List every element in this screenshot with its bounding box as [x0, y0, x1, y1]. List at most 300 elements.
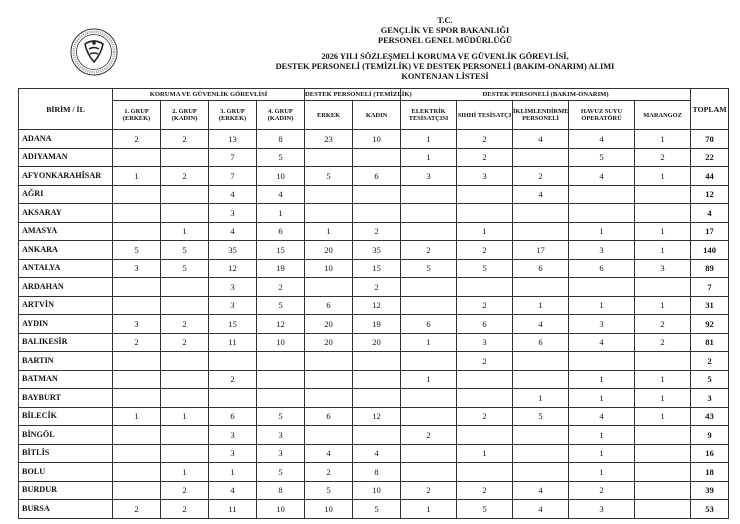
province-cell: BİTLİS	[19, 444, 113, 463]
quota-cell: 2	[401, 241, 457, 260]
document-title-line2: DESTEK PERSONELİ (TEMİZLİK) VE DESTEK PERSONELİ (BAKIM-ONARIM) ALIMI	[275, 62, 615, 71]
quota-cell: 5	[305, 481, 353, 500]
quota-cell: 8	[353, 463, 401, 482]
quota-cell: 19	[353, 315, 401, 334]
quota-cell: 2	[353, 222, 401, 241]
quota-cell: 1	[401, 500, 457, 519]
document-title-line1: 2026 YILI SÖZLEŞMELİ KORUMA VE GÜVENLİK GÖREVLİSİ,	[321, 52, 569, 61]
province-cell: BURSA	[19, 500, 113, 519]
col-header: 1. GRUP (ERKEK)	[113, 101, 161, 130]
quota-cell: 5	[113, 241, 161, 260]
province-cell: BARTIN	[19, 352, 113, 371]
quota-cell: 6	[457, 315, 513, 334]
quota-cell: 2	[457, 352, 513, 371]
total-cell: 4	[691, 204, 729, 223]
quota-cell: 2	[457, 130, 513, 149]
quota-cell	[305, 389, 353, 408]
quota-cell	[305, 370, 353, 389]
quota-cell: 3	[113, 259, 161, 278]
quota-cell	[113, 185, 161, 204]
quota-cell: 6	[513, 333, 569, 352]
quota-cell	[401, 185, 457, 204]
quota-cell: 3	[209, 426, 257, 445]
total-cell: 31	[691, 296, 729, 315]
quota-cell: 10	[257, 167, 305, 186]
quota-cell: 2	[161, 481, 209, 500]
quota-cell	[161, 389, 209, 408]
total-cell: 16	[691, 444, 729, 463]
toplam-header: TOPLAM	[691, 89, 729, 130]
province-cell: BALIKESİR	[19, 333, 113, 352]
quota-cell: 4	[305, 444, 353, 463]
quota-cell	[161, 204, 209, 223]
quota-cell: 4	[513, 185, 569, 204]
quota-cell	[113, 204, 161, 223]
total-cell: 89	[691, 259, 729, 278]
quota-cell	[401, 278, 457, 297]
quota-cell: 1	[209, 463, 257, 482]
table-row	[19, 259, 729, 278]
quota-cell: 4	[209, 481, 257, 500]
quota-cell	[209, 389, 257, 408]
quota-cell: 10	[353, 130, 401, 149]
total-cell: 140	[691, 241, 729, 260]
quota-cell: 1	[635, 241, 691, 260]
total-cell: 22	[691, 148, 729, 167]
quota-cell: 10	[305, 259, 353, 278]
quota-cell	[113, 389, 161, 408]
quota-cell	[401, 204, 457, 223]
quota-cell: 5	[513, 407, 569, 426]
quota-cell: 10	[305, 500, 353, 519]
table-row	[19, 352, 729, 371]
quota-cell: 3	[257, 426, 305, 445]
province-cell: ADANA	[19, 130, 113, 149]
quota-cell: 5	[257, 407, 305, 426]
quota-cell: 3	[569, 241, 635, 260]
table-row	[19, 296, 729, 315]
total-cell: 39	[691, 481, 729, 500]
quota-table-body	[19, 130, 729, 519]
quota-cell: 1	[635, 370, 691, 389]
col-header: ERKEK	[305, 101, 353, 130]
total-cell: 53	[691, 500, 729, 519]
quota-cell: 35	[353, 241, 401, 260]
quota-cell: 2	[635, 315, 691, 334]
quota-cell: 3	[209, 204, 257, 223]
quota-cell	[635, 352, 691, 371]
quota-cell: 12	[209, 259, 257, 278]
quota-cell: 3	[457, 333, 513, 352]
quota-cell: 2	[161, 500, 209, 519]
table-row	[19, 185, 729, 204]
quota-cell: 2	[161, 333, 209, 352]
quota-cell: 3	[209, 278, 257, 297]
quota-cell	[353, 185, 401, 204]
quota-cell	[513, 204, 569, 223]
quota-cell: 12	[257, 315, 305, 334]
quota-cell	[513, 444, 569, 463]
document-header	[150, 16, 740, 82]
quota-cell	[513, 352, 569, 371]
total-cell: 44	[691, 167, 729, 186]
quota-cell	[113, 222, 161, 241]
quota-cell: 2	[257, 278, 305, 297]
quota-cell	[457, 185, 513, 204]
header-ministry: GENÇLİK VE SPOR BAKANLIĞI	[380, 26, 510, 35]
quota-cell	[635, 463, 691, 482]
quota-cell: 11	[209, 500, 257, 519]
quota-cell	[113, 481, 161, 500]
quota-cell: 1	[569, 370, 635, 389]
quota-cell	[257, 389, 305, 408]
quota-cell: 1	[401, 333, 457, 352]
quota-cell: 3	[209, 296, 257, 315]
quota-cell: 15	[257, 241, 305, 260]
quota-cell: 17	[513, 241, 569, 260]
quota-cell: 12	[353, 407, 401, 426]
province-cell: BOLU	[19, 463, 113, 482]
quota-cell	[513, 222, 569, 241]
table-row	[19, 370, 729, 389]
quota-cell: 1	[161, 463, 209, 482]
quota-cell: 1	[161, 407, 209, 426]
quota-cell	[569, 204, 635, 223]
quota-cell	[305, 426, 353, 445]
quota-cell: 3	[457, 167, 513, 186]
province-cell: AFYONKARAHİSAR	[19, 167, 113, 186]
quota-cell	[161, 352, 209, 371]
quota-cell: 15	[209, 315, 257, 334]
quota-cell	[569, 185, 635, 204]
quota-cell	[209, 352, 257, 371]
quota-cell: 2	[569, 481, 635, 500]
table-row	[19, 333, 729, 352]
quota-cell: 2	[113, 130, 161, 149]
quota-cell: 1	[457, 444, 513, 463]
quota-cell	[635, 278, 691, 297]
quota-cell: 1	[257, 204, 305, 223]
quota-cell	[569, 352, 635, 371]
quota-cell	[457, 204, 513, 223]
header-tc: T.C.	[437, 16, 453, 25]
quota-cell	[353, 370, 401, 389]
col-header: MARANGOZ	[635, 101, 691, 130]
province-cell: ARTVİN	[19, 296, 113, 315]
quota-cell	[161, 148, 209, 167]
quota-cell	[113, 278, 161, 297]
quota-cell: 4	[569, 130, 635, 149]
quota-cell: 1	[635, 407, 691, 426]
quota-cell: 1	[513, 389, 569, 408]
quota-cell: 7	[209, 148, 257, 167]
table-row	[19, 389, 729, 408]
quota-cell: 6	[569, 259, 635, 278]
quota-cell: 20	[305, 333, 353, 352]
quota-cell: 4	[569, 407, 635, 426]
quota-cell	[113, 370, 161, 389]
quota-cell: 1	[569, 463, 635, 482]
quota-cell: 5	[457, 259, 513, 278]
quota-cell	[161, 370, 209, 389]
quota-cell	[457, 463, 513, 482]
quota-cell	[113, 148, 161, 167]
quota-cell: 6	[401, 315, 457, 334]
quota-cell: 7	[209, 167, 257, 186]
quota-cell	[401, 389, 457, 408]
quota-cell	[569, 278, 635, 297]
quota-cell	[113, 352, 161, 371]
quota-cell: 1	[457, 222, 513, 241]
quota-cell: 1	[569, 444, 635, 463]
col-header: HAVUZ SUYU OPERATÖRÜ	[569, 101, 635, 130]
document-title-line3: KONTENJAN LİSTESİ	[401, 72, 489, 81]
table-row	[19, 315, 729, 334]
total-cell: 2	[691, 352, 729, 371]
quota-cell: 1	[401, 130, 457, 149]
quota-cell: 2	[401, 481, 457, 500]
quota-cell: 2	[635, 333, 691, 352]
quota-cell	[457, 278, 513, 297]
quota-cell	[113, 463, 161, 482]
quota-cell: 20	[305, 315, 353, 334]
province-cell: ARDAHAN	[19, 278, 113, 297]
quota-cell: 2	[401, 426, 457, 445]
quota-cell: 1	[113, 167, 161, 186]
total-cell: 70	[691, 130, 729, 149]
total-cell: 17	[691, 222, 729, 241]
quota-cell: 1	[569, 389, 635, 408]
quota-cell	[401, 444, 457, 463]
quota-cell	[161, 278, 209, 297]
quota-cell: 5	[569, 148, 635, 167]
quota-cell	[257, 352, 305, 371]
table-row	[19, 500, 729, 519]
province-cell: AYDIN	[19, 315, 113, 334]
province-cell: AMASYA	[19, 222, 113, 241]
quota-cell: 5	[257, 148, 305, 167]
quota-cell	[457, 370, 513, 389]
quota-cell: 6	[305, 407, 353, 426]
table-row	[19, 481, 729, 500]
province-cell: ANTALYA	[19, 259, 113, 278]
birim-header: BİRİM / İL	[19, 89, 113, 130]
total-cell: 18	[691, 463, 729, 482]
quota-cell: 1	[635, 130, 691, 149]
table-row	[19, 278, 729, 297]
quota-cell	[305, 278, 353, 297]
quota-cell	[457, 426, 513, 445]
table-row	[19, 444, 729, 463]
quota-cell: 1	[305, 222, 353, 241]
province-cell: AĞRI	[19, 185, 113, 204]
quota-cell	[513, 148, 569, 167]
quota-cell: 2	[513, 167, 569, 186]
quota-cell: 4	[513, 500, 569, 519]
quota-cell: 12	[353, 296, 401, 315]
quota-cell	[401, 407, 457, 426]
quota-cell	[353, 426, 401, 445]
quota-cell: 2	[457, 241, 513, 260]
quota-cell	[113, 426, 161, 445]
quota-cell: 3	[113, 315, 161, 334]
province-cell: AKSARAY	[19, 204, 113, 223]
quota-cell	[635, 204, 691, 223]
ministry-seal-icon	[70, 28, 118, 76]
quota-cell: 35	[209, 241, 257, 260]
quota-cell: 3	[569, 500, 635, 519]
quota-cell: 5	[457, 500, 513, 519]
table-row	[19, 241, 729, 260]
table-row	[19, 222, 729, 241]
quota-cell: 23	[305, 130, 353, 149]
col-header: KADIN	[353, 101, 401, 130]
quota-cell: 2	[305, 463, 353, 482]
quota-cell	[161, 426, 209, 445]
quota-cell: 6	[513, 259, 569, 278]
group-temizlik-header: DESTEK PERSONELİ (TEMİZLİK)	[305, 89, 401, 101]
quota-cell: 6	[257, 222, 305, 241]
group-bakim-header: DESTEK PERSONELİ (BAKIM-ONARIM)	[401, 89, 691, 101]
quota-cell: 2	[161, 130, 209, 149]
quota-cell: 8	[257, 481, 305, 500]
quota-cell: 3	[209, 444, 257, 463]
quota-cell: 20	[305, 241, 353, 260]
quota-cell: 2	[457, 481, 513, 500]
quota-cell: 19	[257, 259, 305, 278]
quota-cell: 3	[569, 315, 635, 334]
quota-cell	[401, 296, 457, 315]
quota-cell: 4	[569, 167, 635, 186]
quota-cell: 11	[209, 333, 257, 352]
quota-cell: 2	[457, 407, 513, 426]
group-koruma-header: KORUMA VE GÜVENLİK GÖREVLİSİ	[113, 89, 305, 101]
quota-cell: 6	[305, 296, 353, 315]
quota-cell	[513, 370, 569, 389]
col-header: 4. GRUP (KADIN)	[257, 101, 305, 130]
quota-cell: 1	[569, 426, 635, 445]
table-row	[19, 204, 729, 223]
quota-cell: 20	[353, 333, 401, 352]
quota-cell	[513, 463, 569, 482]
quota-cell: 1	[161, 222, 209, 241]
quota-cell: 4	[513, 481, 569, 500]
quota-cell: 1	[635, 167, 691, 186]
table-row	[19, 407, 729, 426]
quota-cell	[161, 444, 209, 463]
quota-cell	[353, 204, 401, 223]
quota-cell: 10	[257, 333, 305, 352]
quota-cell: 4	[209, 222, 257, 241]
col-header: İKLİMLENDİRME PERSONELİ	[513, 101, 569, 130]
quota-cell: 5	[401, 259, 457, 278]
header-directorate: PERSONEL GENEL MÜDÜRLÜĞÜ	[377, 36, 513, 45]
total-cell: 12	[691, 185, 729, 204]
quota-cell: 1	[401, 148, 457, 167]
quota-cell: 5	[305, 167, 353, 186]
total-cell: 7	[691, 278, 729, 297]
quota-cell: 4	[257, 185, 305, 204]
quota-cell	[635, 426, 691, 445]
quota-cell	[257, 370, 305, 389]
quota-cell: 1	[113, 407, 161, 426]
quota-cell: 5	[257, 296, 305, 315]
quota-cell	[635, 444, 691, 463]
quota-cell: 2	[457, 148, 513, 167]
province-cell: BİNGÖL	[19, 426, 113, 445]
quota-cell: 2	[161, 167, 209, 186]
quota-cell	[635, 185, 691, 204]
total-cell: 3	[691, 389, 729, 408]
table-row	[19, 167, 729, 186]
quota-cell: 1	[569, 222, 635, 241]
quota-cell	[353, 352, 401, 371]
col-header: SIHHİ TESİSATÇI	[457, 101, 513, 130]
quota-cell: 10	[257, 500, 305, 519]
quota-cell	[457, 389, 513, 408]
quota-table	[18, 88, 729, 519]
quota-cell: 4	[513, 315, 569, 334]
quota-cell: 5	[161, 259, 209, 278]
quota-cell: 1	[635, 222, 691, 241]
quota-cell: 5	[353, 500, 401, 519]
quota-cell	[401, 463, 457, 482]
province-cell: BİLECİK	[19, 407, 113, 426]
quota-cell: 2	[353, 278, 401, 297]
quota-cell	[513, 426, 569, 445]
quota-cell: 10	[353, 481, 401, 500]
quota-cell	[513, 278, 569, 297]
quota-cell: 5	[257, 463, 305, 482]
quota-cell: 2	[457, 296, 513, 315]
province-cell: ANKARA	[19, 241, 113, 260]
table-row	[19, 130, 729, 149]
quota-cell: 6	[209, 407, 257, 426]
quota-cell	[635, 500, 691, 519]
total-cell: 81	[691, 333, 729, 352]
quota-cell: 1	[569, 296, 635, 315]
quota-cell: 2	[209, 370, 257, 389]
col-header: ELEKTRİK TESİSATÇISI	[401, 101, 457, 130]
province-cell: BURDUR	[19, 481, 113, 500]
quota-cell: 2	[635, 148, 691, 167]
province-cell: BATMAN	[19, 370, 113, 389]
quota-cell: 1	[635, 389, 691, 408]
quota-cell: 2	[113, 500, 161, 519]
quota-cell	[353, 148, 401, 167]
quota-cell	[305, 185, 353, 204]
quota-cell	[305, 352, 353, 371]
quota-cell	[161, 185, 209, 204]
quota-cell: 6	[353, 167, 401, 186]
quota-cell	[401, 352, 457, 371]
table-row	[19, 426, 729, 445]
quota-cell	[353, 389, 401, 408]
quota-cell: 2	[113, 333, 161, 352]
quota-cell: 3	[401, 167, 457, 186]
quota-cell: 4	[513, 130, 569, 149]
col-header: 3. GRUP (ERKEK)	[209, 101, 257, 130]
quota-cell: 1	[513, 296, 569, 315]
quota-cell	[305, 148, 353, 167]
total-cell: 92	[691, 315, 729, 334]
col-header: 2. GRUP (KADIN)	[161, 101, 209, 130]
quota-cell	[305, 204, 353, 223]
quota-cell: 1	[635, 296, 691, 315]
quota-cell: 3	[257, 444, 305, 463]
total-cell: 9	[691, 426, 729, 445]
table-row	[19, 148, 729, 167]
